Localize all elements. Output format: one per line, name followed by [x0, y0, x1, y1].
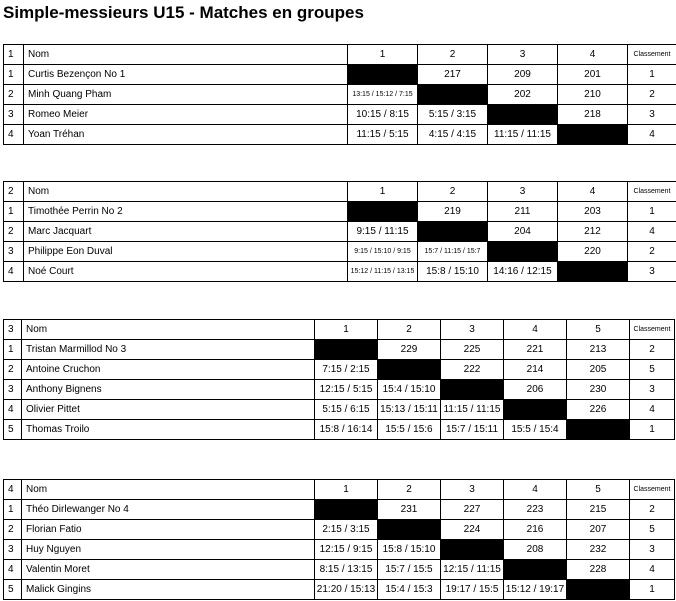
self-match-cell: [488, 105, 558, 125]
match-result-cell: 15:12 / 11:15 / 13:15: [348, 262, 418, 282]
rank-cell: 5: [630, 360, 675, 380]
match-result-cell: 4:15 / 4:15: [418, 125, 488, 145]
match-result-cell: 210: [558, 85, 628, 105]
match-result-cell: 204: [488, 222, 558, 242]
table-row: [4, 222, 676, 242]
table-row: [4, 380, 675, 400]
self-match-cell: [418, 85, 488, 105]
player-name: Curtis Bezençon No 1: [24, 65, 348, 85]
match-result-cell: 222: [441, 360, 504, 380]
rank-cell: 4: [628, 222, 676, 242]
match-result-cell: 226: [567, 400, 630, 420]
group-table-3: [3, 319, 675, 440]
rank-cell: 4: [628, 125, 676, 145]
match-result-cell: 15:8 / 16:14: [315, 420, 378, 440]
row-number: 3: [4, 105, 24, 125]
match-result-cell: 217: [418, 65, 488, 85]
group-number: 2: [4, 182, 24, 202]
match-result-cell: 9:15 / 15:10 / 9:15: [348, 242, 418, 262]
rank-cell: 2: [628, 242, 676, 262]
match-result-cell: 212: [558, 222, 628, 242]
self-match-cell: [348, 202, 418, 222]
rank-cell: 1: [628, 202, 676, 222]
table-row: [4, 242, 676, 262]
match-result-cell: 216: [504, 520, 567, 540]
table-row: [4, 400, 675, 420]
match-result-cell: 229: [378, 340, 441, 360]
rank-cell: 1: [628, 65, 676, 85]
match-result-cell: 15:4 / 15:10: [378, 380, 441, 400]
player-name: Florian Fatio: [22, 520, 315, 540]
column-header-rank: Classement: [630, 480, 675, 500]
column-header-opponent: 3: [441, 480, 504, 500]
match-result-cell: 208: [504, 540, 567, 560]
group-table-2: [3, 181, 676, 282]
match-result-cell: 15:7 / 11:15 / 15:7: [418, 242, 488, 262]
table-row: [4, 360, 675, 380]
match-result-cell: 15:7 / 15:11: [441, 420, 504, 440]
match-result-cell: 12:15 / 5:15: [315, 380, 378, 400]
self-match-cell: [378, 360, 441, 380]
column-header-name: Nom: [24, 45, 348, 65]
match-result-cell: 214: [504, 360, 567, 380]
rank-cell: 1: [630, 580, 675, 600]
rank-cell: 2: [630, 500, 675, 520]
self-match-cell: [558, 125, 628, 145]
rank-cell: 3: [628, 262, 676, 282]
match-result-cell: 219: [418, 202, 488, 222]
match-result-cell: 15:5 / 15:4: [504, 420, 567, 440]
rank-cell: 2: [630, 340, 675, 360]
match-result-cell: 227: [441, 500, 504, 520]
group-number: 1: [4, 45, 24, 65]
column-header-rank: Classement: [628, 45, 676, 65]
self-match-cell: [504, 400, 567, 420]
player-name: Yoan Tréhan: [24, 125, 348, 145]
table-row: [4, 520, 675, 540]
match-result-cell: 228: [567, 560, 630, 580]
player-name: Anthony Bignens: [22, 380, 315, 400]
player-name: Tristan Marmillod No 3: [22, 340, 315, 360]
player-name: Huy Nguyen: [22, 540, 315, 560]
player-name: Valentin Moret: [22, 560, 315, 580]
table-row: [4, 540, 675, 560]
match-result-cell: 225: [441, 340, 504, 360]
row-number: 1: [4, 500, 22, 520]
column-header-opponent: 4: [558, 45, 628, 65]
match-result-cell: 5:15 / 6:15: [315, 400, 378, 420]
row-number: 3: [4, 540, 22, 560]
self-match-cell: [441, 540, 504, 560]
row-number: 1: [4, 65, 24, 85]
group-table-1: [3, 44, 676, 145]
column-header-opponent: 5: [567, 320, 630, 340]
match-result-cell: 203: [558, 202, 628, 222]
match-result-cell: 15:4 / 15:3: [378, 580, 441, 600]
match-result-cell: 13:15 / 15:12 / 7:15: [348, 85, 418, 105]
match-result-cell: 15:12 / 19:17: [504, 580, 567, 600]
column-header-rank: Classement: [628, 182, 676, 202]
row-number: 2: [4, 360, 22, 380]
column-header-opponent: 1: [315, 320, 378, 340]
table-header-row: [4, 320, 675, 340]
column-header-opponent: 2: [378, 320, 441, 340]
column-header-opponent: 3: [488, 45, 558, 65]
rank-cell: 3: [630, 380, 675, 400]
match-result-cell: 220: [558, 242, 628, 262]
match-result-cell: 223: [504, 500, 567, 520]
match-result-cell: 218: [558, 105, 628, 125]
row-number: 2: [4, 520, 22, 540]
group-number: 4: [4, 480, 22, 500]
player-name: Malick Gingins: [22, 580, 315, 600]
match-result-cell: 231: [378, 500, 441, 520]
player-name: Minh Quang Pham: [24, 85, 348, 105]
group-table-4: [3, 479, 675, 600]
rank-cell: 2: [628, 85, 676, 105]
column-header-opponent: 1: [315, 480, 378, 500]
table-row: [4, 65, 676, 85]
table-header-row: [4, 480, 675, 500]
player-name: Marc Jacquart: [24, 222, 348, 242]
table-row: [4, 105, 676, 125]
self-match-cell: [378, 520, 441, 540]
column-header-opponent: 1: [348, 45, 418, 65]
match-result-cell: 207: [567, 520, 630, 540]
column-header-opponent: 2: [418, 45, 488, 65]
row-number: 2: [4, 85, 24, 105]
match-result-cell: 206: [504, 380, 567, 400]
row-number: 5: [4, 580, 22, 600]
rank-cell: 5: [630, 520, 675, 540]
match-result-cell: 15:7 / 15:5: [378, 560, 441, 580]
rank-cell: 3: [628, 105, 676, 125]
match-result-cell: 8:15 / 13:15: [315, 560, 378, 580]
rank-cell: 4: [630, 560, 675, 580]
rank-cell: 1: [630, 420, 675, 440]
table-header-row: [4, 182, 676, 202]
match-result-cell: 201: [558, 65, 628, 85]
row-number: 4: [4, 560, 22, 580]
column-header-opponent: 4: [558, 182, 628, 202]
table-row: [4, 420, 675, 440]
rank-cell: 3: [630, 540, 675, 560]
match-result-cell: 230: [567, 380, 630, 400]
match-result-cell: 221: [504, 340, 567, 360]
match-result-cell: 15:8 / 15:10: [418, 262, 488, 282]
match-result-cell: 205: [567, 360, 630, 380]
table-row: [4, 560, 675, 580]
page-title: Simple-messieurs U15 - Matches en groupes: [3, 3, 364, 22]
table-header-row: [4, 45, 676, 65]
column-header-opponent: 1: [348, 182, 418, 202]
table-row: [4, 262, 676, 282]
match-result-cell: 213: [567, 340, 630, 360]
match-result-cell: 232: [567, 540, 630, 560]
table-row: [4, 125, 676, 145]
match-result-cell: 10:15 / 8:15: [348, 105, 418, 125]
match-result-cell: 15:8 / 15:10: [378, 540, 441, 560]
row-number: 1: [4, 202, 24, 222]
group-number: 3: [4, 320, 22, 340]
self-match-cell: [567, 420, 630, 440]
table-row: [4, 202, 676, 222]
row-number: 4: [4, 125, 24, 145]
self-match-cell: [441, 380, 504, 400]
table-row: [4, 85, 676, 105]
row-number: 4: [4, 400, 22, 420]
player-name: Antoine Cruchon: [22, 360, 315, 380]
self-match-cell: [558, 262, 628, 282]
match-result-cell: 19:17 / 15:5: [441, 580, 504, 600]
self-match-cell: [418, 222, 488, 242]
row-number: 3: [4, 380, 22, 400]
player-name: Thomas Troilo: [22, 420, 315, 440]
column-header-rank: Classement: [630, 320, 675, 340]
rank-cell: 4: [630, 400, 675, 420]
match-result-cell: 2:15 / 3:15: [315, 520, 378, 540]
player-name: Théo Dirlewanger No 4: [22, 500, 315, 520]
match-result-cell: 12:15 / 11:15: [441, 560, 504, 580]
row-number: 1: [4, 340, 22, 360]
row-number: 5: [4, 420, 22, 440]
column-header-opponent: 5: [567, 480, 630, 500]
player-name: Philippe Eon Duval: [24, 242, 348, 262]
match-result-cell: 15:5 / 15:6: [378, 420, 441, 440]
match-result-cell: 11:15 / 11:15: [488, 125, 558, 145]
match-result-cell: 211: [488, 202, 558, 222]
match-result-cell: 15:13 / 15:11: [378, 400, 441, 420]
column-header-opponent: 2: [378, 480, 441, 500]
self-match-cell: [348, 65, 418, 85]
column-header-opponent: 3: [488, 182, 558, 202]
player-name: Noé Court: [24, 262, 348, 282]
column-header-name: Nom: [24, 182, 348, 202]
self-match-cell: [315, 500, 378, 520]
row-number: 3: [4, 242, 24, 262]
column-header-opponent: 4: [504, 480, 567, 500]
column-header-opponent: 2: [418, 182, 488, 202]
match-result-cell: 14:16 / 12:15: [488, 262, 558, 282]
match-result-cell: 202: [488, 85, 558, 105]
match-result-cell: 11:15 / 11:15: [441, 400, 504, 420]
match-result-cell: 9:15 / 11:15: [348, 222, 418, 242]
match-result-cell: 21:20 / 15:13: [315, 580, 378, 600]
row-number: 4: [4, 262, 24, 282]
player-name: Timothée Perrin No 2: [24, 202, 348, 222]
self-match-cell: [504, 560, 567, 580]
self-match-cell: [567, 580, 630, 600]
column-header-opponent: 4: [504, 320, 567, 340]
self-match-cell: [488, 242, 558, 262]
player-name: Romeo Meier: [24, 105, 348, 125]
self-match-cell: [315, 340, 378, 360]
column-header-name: Nom: [22, 480, 315, 500]
match-result-cell: 209: [488, 65, 558, 85]
match-result-cell: 11:15 / 5:15: [348, 125, 418, 145]
table-row: [4, 580, 675, 600]
match-result-cell: 215: [567, 500, 630, 520]
match-result-cell: 7:15 / 2:15: [315, 360, 378, 380]
column-header-name: Nom: [22, 320, 315, 340]
match-result-cell: 224: [441, 520, 504, 540]
row-number: 2: [4, 222, 24, 242]
column-header-opponent: 3: [441, 320, 504, 340]
table-row: [4, 340, 675, 360]
player-name: Olivier Pittet: [22, 400, 315, 420]
match-result-cell: 12:15 / 9:15: [315, 540, 378, 560]
table-row: [4, 500, 675, 520]
match-result-cell: 5:15 / 3:15: [418, 105, 488, 125]
